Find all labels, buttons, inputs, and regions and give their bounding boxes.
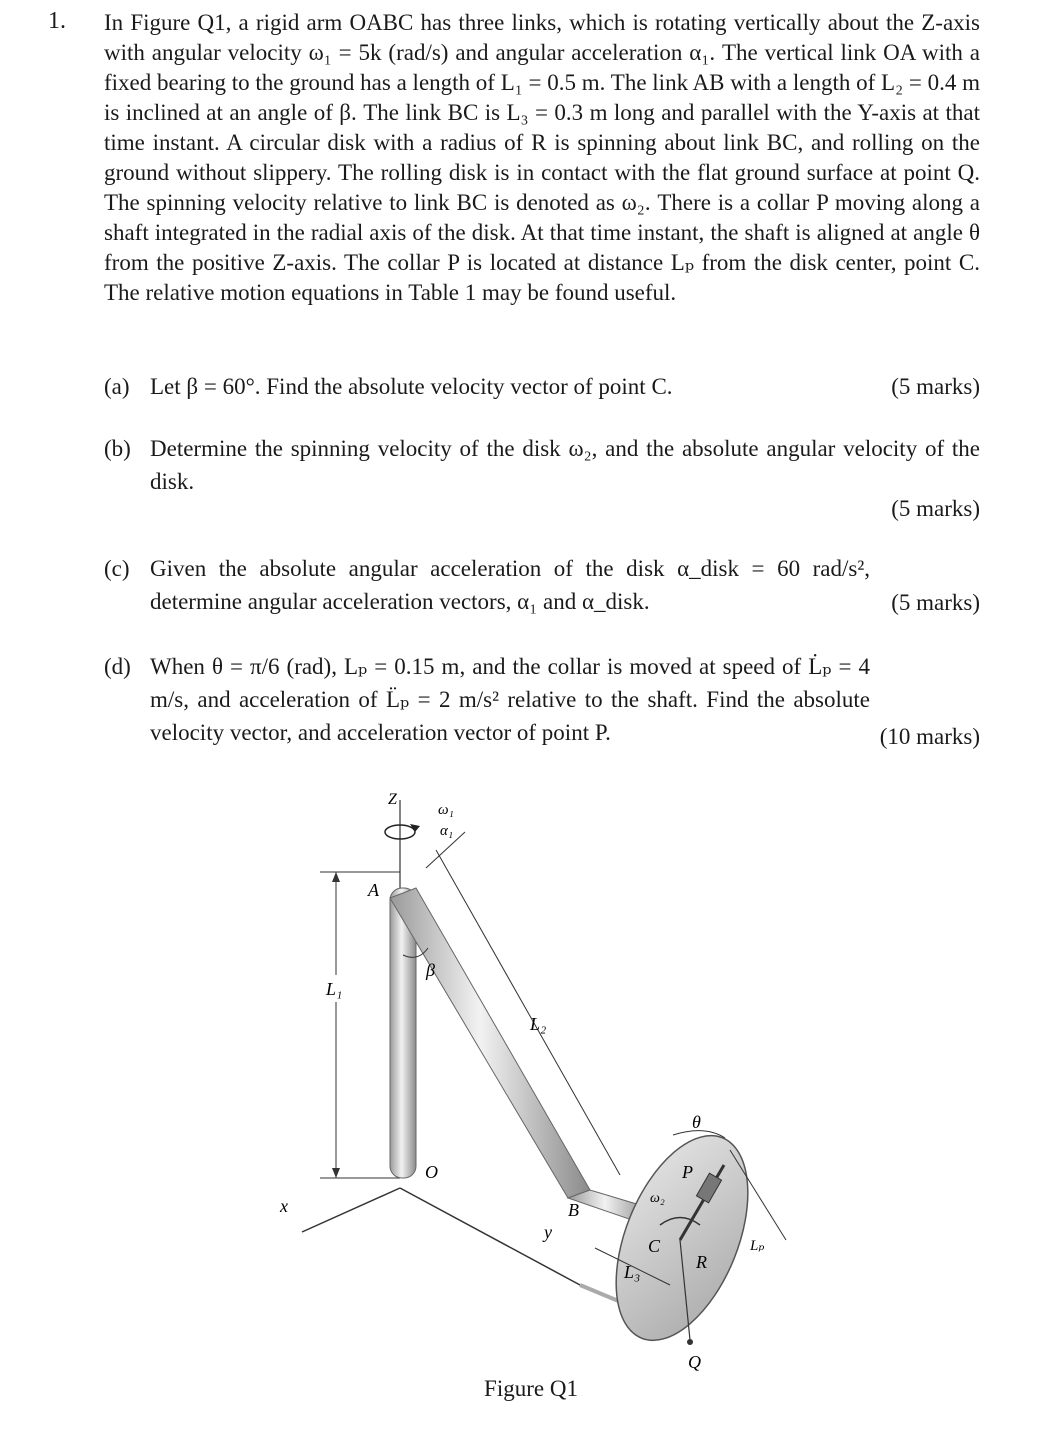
part-text: When θ = π/6 (rad), Lₚ = 0.15 m, and the collar is moved at speed of L̇ₚ = 4 m/s, and acceleration of L̈ₚ = 2 m/s² relative to the shaft. Find the absolute velocity vector, and acceleration vector of point P.: [150, 654, 870, 745]
question-number: 1.: [48, 8, 66, 34]
label-c: C: [648, 1236, 661, 1256]
label-beta: β: [426, 960, 435, 980]
label-y: y: [544, 1222, 552, 1242]
label-r: R: [696, 1252, 707, 1272]
part-label: (a): [104, 374, 130, 399]
part-marks: (10 marks): [879, 724, 980, 749]
label-z: Z: [388, 791, 397, 808]
label-l3: L₃: [624, 1262, 641, 1282]
part-marks: (5 marks): [891, 590, 980, 615]
label-o: O: [425, 1162, 438, 1182]
label-a: A: [368, 880, 379, 900]
part-a: [104, 370, 980, 403]
label-l2: L₂: [530, 1014, 547, 1034]
label-l1: L₁: [326, 979, 343, 999]
part-marks: (5 marks): [891, 496, 980, 521]
y-axis: [400, 1188, 580, 1285]
label-lp: Lₚ: [750, 1238, 765, 1254]
link-ab: [390, 888, 590, 1198]
label-x: x: [280, 1196, 288, 1216]
part-marks: (5 marks): [891, 374, 980, 399]
x-axis: [302, 1188, 400, 1232]
label-omega2: ω₂: [650, 1191, 665, 1206]
part-c: [104, 552, 980, 618]
label-b: B: [568, 1200, 579, 1220]
part-text: Let β = 60°. Find the absolute velocity vector of point C.: [150, 374, 673, 399]
label-alpha1: α₁: [440, 823, 454, 839]
figure-q1: [250, 780, 810, 1380]
question-intro: In Figure Q1, a rigid arm OABC has three links, which is rotating vertically about the Z-axis with angular velocity ω₁ = 5k (rad/s) and angular acceleration α₁. The vertical link OA with a fixed bearing to the ground has a length of L₁ = 0.5 m. The link AB with a length of L₂ = 0.4 m is inclined at an angle of β. The link BC is L₃ = 0.3 m long and parallel with the Y-axis at that time instant. A circular disk with a radius of R is spinning about link BC, and rolling on the ground without slippery. The rolling disk is in contact with the flat ground surface at point Q. The spinning velocity relative to link BC is denoted as ω₂. There is a collar P moving along a shaft integrated in the radial axis of the disk. At that time instant, the shaft is aligned at angle θ from the positive Z-axis. The collar P is located at distance Lₚ from the disk center, point C. The relative motion equations in Table 1 may be found useful.: [104, 10, 980, 305]
label-theta: θ: [692, 1112, 701, 1132]
label-p: P: [682, 1162, 693, 1182]
part-label: (b): [104, 436, 131, 461]
label-q: Q: [688, 1352, 701, 1372]
part-b: [104, 432, 980, 521]
part-label: (c): [104, 556, 130, 581]
mechanism-diagram: [250, 780, 810, 1380]
point-q: [687, 1339, 693, 1345]
part-d: [104, 650, 980, 749]
part-text: Determine the spinning velocity of the disk ω₂, and the absolute angular velocity of the disk.: [150, 436, 980, 494]
label-omega1: ω₁: [438, 802, 454, 818]
part-label: (d): [104, 654, 131, 679]
figure-caption: Figure Q1: [484, 1376, 578, 1401]
part-text: Given the absolute angular acceleration of the disk α_disk = 60 rad/s², determine angular acceleration vectors, α₁ and α_disk.: [150, 556, 870, 614]
